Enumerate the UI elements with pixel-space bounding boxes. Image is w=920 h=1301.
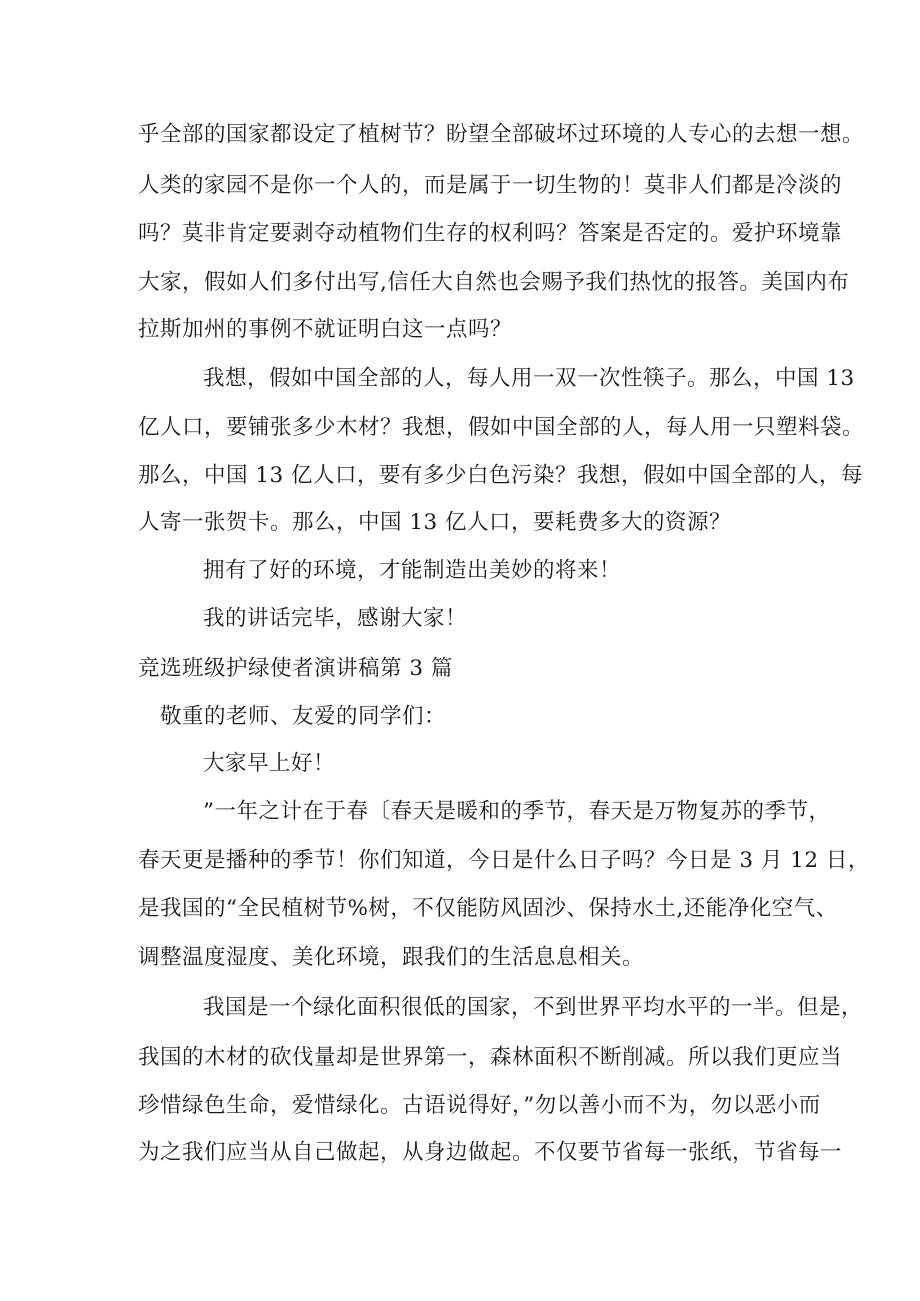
paragraph-5-line-3: 是我国的“全民植树节%树，不仅能防风固沙、保持水土,还能净化空气、: [138, 896, 838, 921]
paragraph-1-line-2: 人类的家园不是你一个人的，而是属于一切生物的！莫非人们都是冷淡的: [138, 173, 843, 198]
paragraph-5-line-1: ”一年之计在于春〔春天是暖和的季节，春天是万物复苏的季节，: [203, 799, 831, 824]
paragraph-2-line-4: 人寄一张贺卡。那么，中国 13 亿人口，要耗费多大的资源？: [138, 510, 732, 535]
greeting: 大家早上好！: [203, 751, 336, 776]
paragraph-5-line-2: 春天更是播种的季节！你们知道，今日是什么日子吗？今日是 3 月 12 日，: [138, 848, 870, 873]
paragraph-2-line-1: 我想，假如中国全部的人，每人用一双一次性筷子。那么，中国 13: [203, 366, 855, 391]
paragraph-6-line-2: 我国的木材的砍伐量却是世界第一，森林面积不断削减。所以我们更应当: [138, 1045, 843, 1070]
paragraph-2-line-3: 那么，中国 13 亿人口，要有多少白色污染？我想，假如中国全部的人，每: [138, 463, 864, 488]
paragraph-6-line-1: 我国是一个绿化面积很低的国家，不到世界平均水平的一半。但是，: [203, 995, 864, 1020]
paragraph-1-line-4: 大家，假如人们多付出写,信任大自然也会赐予我们热忱的报答。美国内布: [138, 270, 850, 295]
paragraph-1-line-3: 吗？莫非肯定要剥夺动植物们生存的权利吗？答案是否定的。爱护环境靠: [138, 221, 843, 246]
paragraph-5-line-4: 调整温度湿度、美化环境，跟我们的生活息息相关。: [138, 945, 645, 970]
paragraph-4: 我的讲话完毕，感谢大家！: [203, 606, 468, 631]
paragraph-6-line-3: 珍惜绿色生命，爱惜绿化。古语说得好，”勿以善小而不为，勿以恶小而: [138, 1093, 821, 1118]
paragraph-3: 拥有了好的环境，才能制造出美妙的将来！: [203, 558, 622, 583]
paragraph-6-line-4: 为之我们应当从自己做起，从身边做起。不仅要节省每一张纸，节省每一: [138, 1140, 843, 1165]
paragraph-1-line-1: 乎全部的国家都设定了植树节？盼望全部破坏过环境的人专心的去想一想。: [138, 122, 865, 147]
paragraph-2-line-2: 亿人口，要铺张多少木材？我想，假如中国全部的人，每人用一只塑料袋。: [138, 415, 865, 440]
section-title: 竞选班级护绿使者演讲稿第 3 篇: [138, 656, 453, 681]
salutation: 敬重的老师、友爱的同学们：: [160, 704, 447, 729]
paragraph-1-line-5: 拉斯加州的事例不就证明白这一点吗？: [138, 317, 513, 342]
